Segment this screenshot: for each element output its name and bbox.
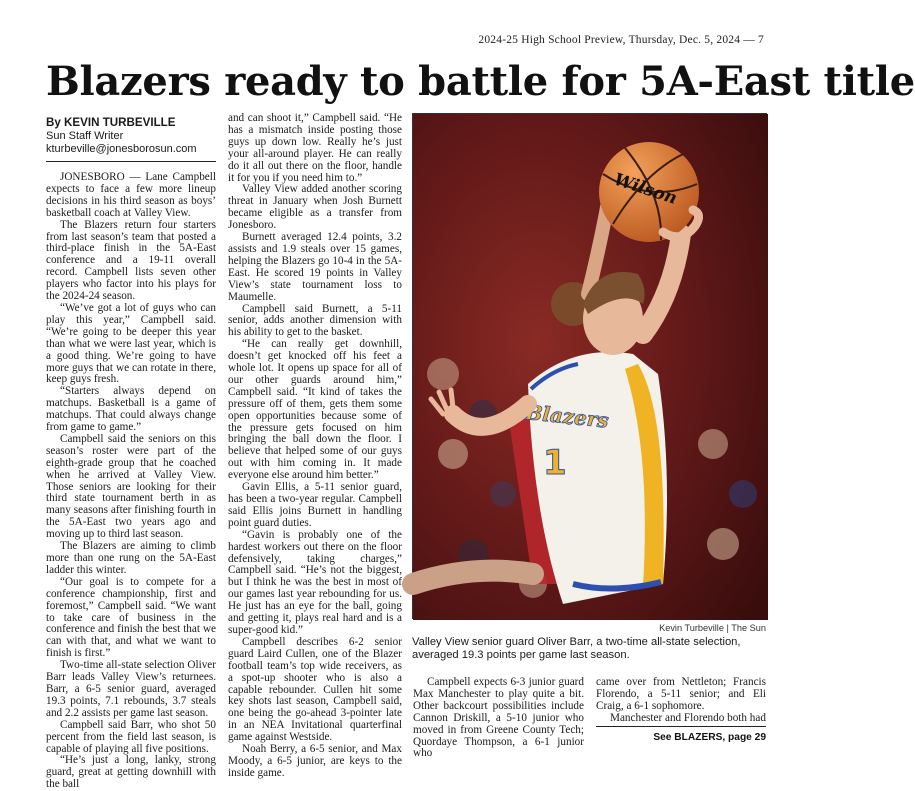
article-column-3 [413,677,584,760]
paragraph: “He can really get downhill, doesn’t get knocked off his feet a whole lot. It opens up space for all of our other guards around him,” Campbell said. “It kind of takes the pressure off of them, gets them some open opportunities because some of the pressure gets focused on him bringing the ball down the floor. I believe that helped some of our guys out with him coming in. It made everyone else around him better.” [228,338,402,482]
paragraph: came over from Nettleton; Francis Florendo, a 5-11 senior; and Eli Craig, a 6-1 sophomore. [596,676,766,712]
paragraph: Campbell describes 6-2 senior guard Laird Cullen, one of the Blazer football team’s top wide receivers, as a spot-up shooter who is also a capable rebounder. Cullen hit some key shots last season, Campbell said, one being the go-ahead 3-pointer late in an NEA Invitational quarterfinal game against Westside. [228,635,402,744]
paragraph: “Our goal is to compete for a conference championship, first and foremost,” Campbell said. “We want to take care of business in the conference and finish the best that we can with that, and what we want to finish is first.” [46,575,216,660]
byline-title: Sun Staff Writer [46,129,124,142]
byline-author: By KEVIN TURBEVILLE [46,116,176,129]
paragraph: “Starters always depend on matchups. Basketball is a game of matchups. That could always change from game to game.” [46,385,216,434]
headline: Blazers ready to battle for 5A-East title [46,58,915,105]
basketball-icon [599,142,699,242]
paragraph: Gavin Ellis, a 5-11 senior guard, has been a two-year regular. Campbell said Ellis joins Burnett in handling point guard duties. [228,481,402,529]
jersey-number: 1 [543,443,567,483]
paragraph: Valley View added another scoring threat in January when Josh Burnett became eligible as a transfer from Jonesboro. [228,183,402,232]
byline [46,116,218,157]
paragraph: The Blazers are aiming to climb more than one rung on the 5A-East ladder this winter. [46,540,216,576]
paragraph: Noah Berry, a 6-5 senior, and Max Moody, a 6-5 junior, are keys to the inside game. [228,743,402,779]
paragraph: and can shoot it,” Campbell said. “He has a mismatch inside posting those guys up down low. Really he’s just your all-around player. He can really do it all out there on the floor, handle it for you if you need him to.” [228,112,402,184]
page-folio: 2024-25 High School Preview, Thursday, Dec. 5, 2024 — 7 [478,34,764,46]
basketball-player-photo [413,114,768,620]
paragraph: Burnett averaged 12.4 points, 3.2 assists and 1.9 steals over 15 games, helping the Blazers go 10-4 in the 5A-East. He scored 19 points in Valley View’s state tournament loss to Maumelle. [228,231,402,303]
paragraph: Two-time all-state selection Oliver Barr leads Valley View’s returnees. Barr, a 6-5 senior guard, averaged 19.3 points, 7.1 rebounds, 3.7 steals and 2.2 assists per game last season. [46,659,216,719]
jump-line[interactable]: See BLAZERS, page 29 [653,732,766,743]
article-photo [412,113,767,619]
paragraph: “Gavin is probably one of the hardest workers out there on the floor defensively, taking charges,” Campbell said. “He’s not the biggest, but I think he was the best in most of our games last year rebounding for us. He just has an eye for the ball, going and getting it, plays real hard and is a super-good kid.” [228,528,402,636]
paragraph: Campbell said Barr, who shot 50 percent from the field last season, is capable of playing all five positions. [46,718,216,755]
jump-divider [596,726,766,727]
byline-email[interactable]: kturbeville@jonesborosun.com [46,143,197,155]
photo-caption: Valley View senior guard Oliver Barr, a two-time all-state selection, averaged 19.3 points per game last season. [412,636,741,661]
paragraph: JONESBORO — Lane Campbell expects to face a few more lineup decisions in his third season as boys’ basketball coach at Valley View. [46,171,216,219]
photo-credit: Kevin Turbeville | The Sun [659,623,766,633]
paragraph: “We’ve got a lot of guys who can play this year,” Campbell said. “We’re going to be deeper this year than what we were last year, which is a good thing. We’re going to have more guys that we can rotate in there, keep guys fresh. [46,301,216,386]
paragraph: Manchester and Florendo both had [610,711,766,724]
paragraph: Campbell said the seniors on this season’s roster were part of the eighth-grade group that he coached when he arrived at Valley View. Those seniors are looking for their third state tournament berth in as many seasons after finishing fourth in the 5A-East two years ago and moving up to third last season. [46,432,216,541]
article-column-1 [46,172,216,791]
paragraph: “He’s just a long, lanky, strong guard, great at getting downhill with the ball [46,754,216,791]
paragraph: The Blazers return four starters from last season’s team that posted a third-place finish in the 5A-East conference and a 19-11 overall record. Campbell lists seven other players who factor into his plays for the 2024-24 season. [46,218,216,303]
article-column-2 [228,113,402,780]
byline-divider [46,161,216,162]
ball-brand: Wilson [611,169,680,209]
jersey-lettering: Blazers [524,400,610,433]
paragraph: Campbell expects 6-3 junior guard Max Manchester to play quite a bit. Other backcourt possibilities include Cannon Driskill, a 5-10 junior who moved in from Greene County Tech; Quordaye Thompson, a 6-1 junior who [413,676,584,760]
article-column-4 [596,677,766,725]
paragraph: Campbell said Burnett, a 5-11 senior, adds another dimension with his ability to get to the basket. [228,302,402,339]
